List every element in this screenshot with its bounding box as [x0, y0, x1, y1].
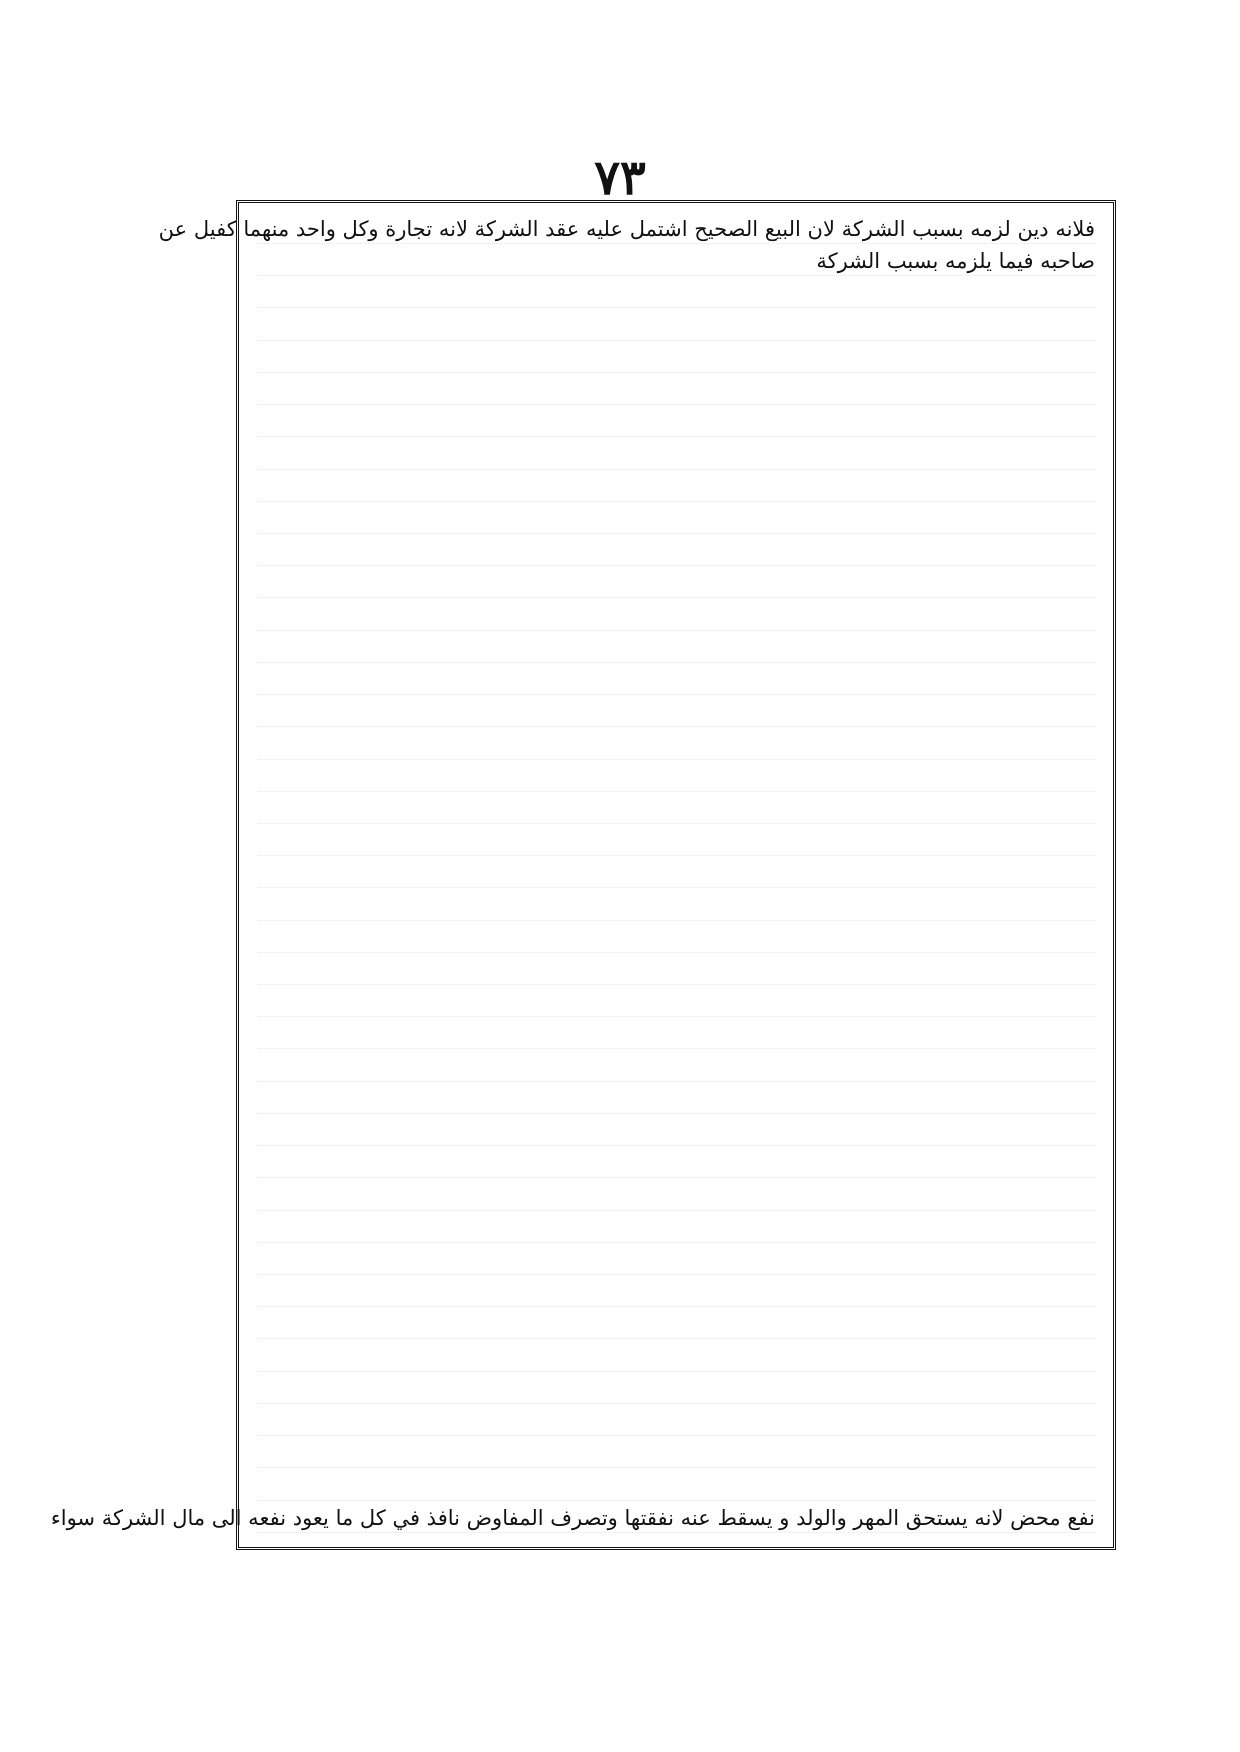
text-line	[257, 829, 1095, 856]
text-line	[257, 410, 1095, 437]
text-line	[257, 700, 1095, 727]
text-line	[257, 1474, 1095, 1501]
text-line	[257, 1216, 1095, 1243]
text-line: نفع محض لانه يستحق المهر والولد و يسقط عنه نفقتها وتصرف المفاوض نافذ في كل ما يعود نفعه الى مال الشركة سواء	[257, 1506, 1095, 1533]
text-line	[257, 1055, 1095, 1082]
text-line	[257, 958, 1095, 985]
text-line	[257, 571, 1095, 598]
text-line	[257, 1119, 1095, 1146]
page-number: ٧٣	[594, 150, 646, 206]
text-line	[257, 1087, 1095, 1114]
text-block	[50, 217, 1095, 1533]
text-line	[257, 1441, 1095, 1468]
text-line	[257, 539, 1095, 566]
text-line	[257, 346, 1095, 373]
text-line	[257, 604, 1095, 631]
text-line	[257, 765, 1095, 792]
text-line	[257, 894, 1095, 921]
text-line	[257, 1280, 1095, 1307]
text-line	[257, 1312, 1095, 1339]
text-line	[257, 378, 1095, 405]
text-line	[257, 1409, 1095, 1436]
text-line	[257, 990, 1095, 1017]
text-line	[257, 1377, 1095, 1404]
text-line	[257, 281, 1095, 308]
text-line: صاحبه فيما يلزمه بسبب الشركة	[257, 249, 1095, 276]
text-line	[257, 443, 1095, 470]
text-line	[257, 1345, 1095, 1372]
text-line	[257, 314, 1095, 341]
text-line	[257, 926, 1095, 953]
text-line	[257, 1022, 1095, 1049]
text-line	[257, 1151, 1095, 1178]
text-line	[257, 475, 1095, 502]
text-line: فلانه دين لزمه بسبب الشركة لان البيع الصحيح اشتمل عليه عقد الشركة لانه تجارة وكل واحد منهما كفيل عن	[257, 217, 1095, 244]
text-line	[257, 507, 1095, 534]
text-line	[257, 861, 1095, 888]
text-line	[257, 733, 1095, 760]
text-line	[257, 668, 1095, 695]
text-line	[257, 1184, 1095, 1211]
text-line	[257, 636, 1095, 663]
text-frame	[50, 200, 1116, 1550]
text-line	[257, 1248, 1095, 1275]
text-line	[257, 797, 1095, 824]
